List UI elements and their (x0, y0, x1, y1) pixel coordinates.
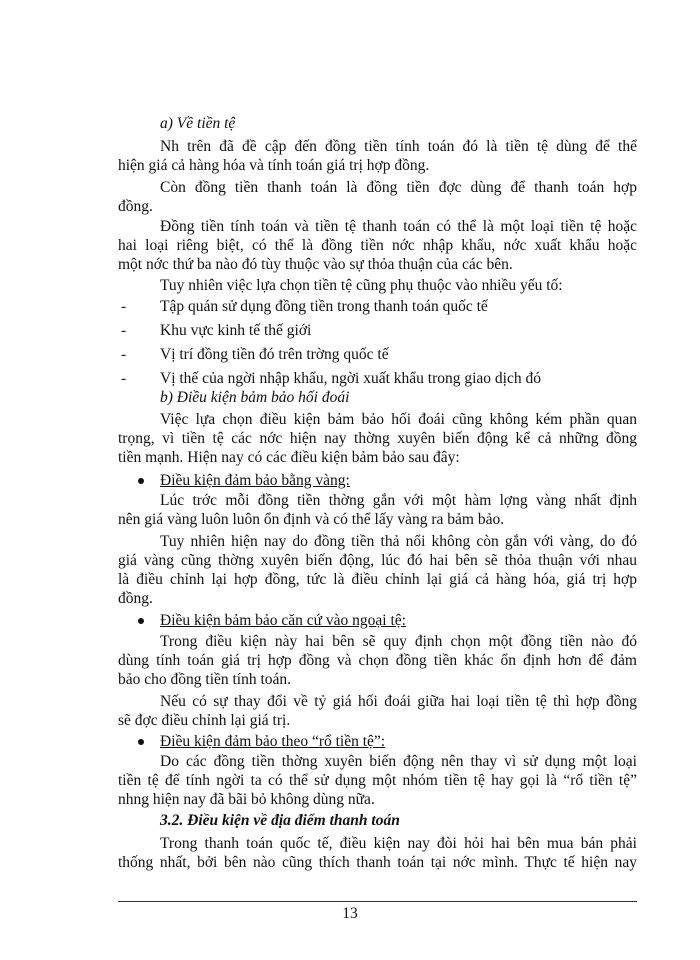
p8-line-1: Trong điều kiện này hai bên sẽ quy định chọn một đồng tiền nào đó (160, 633, 637, 650)
p5-line-1: Việc lựa chọn điều kiện bảm bảo hối đoái cũng không kém phần quan (160, 411, 637, 428)
p10-line-3: nhng hiện nay đã bãi bỏ không dùng nữa. (118, 791, 375, 808)
dash-item-2: Khu vực kinh tế thế giới (160, 322, 312, 339)
dash-marker-4: - (121, 370, 127, 387)
heading-a: a) Về tiền tệ (160, 115, 236, 132)
bullet-dot-1 (138, 478, 144, 484)
dash-item-1: Tập quán sử dụng đồng tiền trong thanh toán quốc tế (160, 298, 488, 315)
heading-3-2: 3.2. Điều kiện về địa điểm thanh toán (160, 812, 400, 829)
dash-marker-3: - (121, 346, 127, 363)
heading-b: b) Điều kiện bảm bảo hối đoái (160, 389, 350, 406)
p9-line-1: Nếu có sự thay đổi về tỷ giá hối đoái giữa hai loại tiền tệ thì hợp đồng (160, 693, 637, 710)
dash-marker-1: - (121, 298, 127, 315)
p5-line-3: tiền mạnh. Hiện nay có các điều kiện bảm bảo sau đây: (118, 449, 460, 466)
p10-line-1: Do các đồng tiền thờng xuyên biến động nên thay vì sử dụng một loại (160, 753, 637, 770)
p7-line-3: là điều chỉnh lại hợp đồng, tức là điều chỉnh lại giá cả hàng hóa, giá trị hợp (118, 571, 637, 588)
bullet-heading-gold: Điều kiện đảm bảo bằng vàng: (160, 472, 350, 489)
p7-line-4: đồng. (118, 590, 153, 607)
p7-line-1: Tuy nhiên hiện nay do đồng tiền thả nổi không còn gắn với vàng, do đó (160, 533, 637, 550)
p11-line-1: Trong thanh toán quốc tế, điều kiện nay đòi hỏi hai bên mua bán phải (160, 835, 637, 852)
footer-divider (118, 901, 637, 902)
bullet-heading-currency-basket: Điều kiện đảm bảo theo “rổ tiền tệ”: (160, 733, 386, 750)
p5-line-2: trọng, vì tiền tệ các nớc hiện nay thờng xuyên biến động kể cả những đồng (118, 430, 637, 447)
p7-line-2: giá vàng cũng thờng xuyên biến động, lúc đó hai bên sẽ thỏa thuận với nhau (118, 552, 637, 569)
p6-line-1: Lúc trớc mỗi đồng tiền thờng gắn với một hàm lợng vàng nhất định (160, 492, 637, 509)
dash-item-4: Vị thế của ngời nhập khẩu, ngời xuất khẩu trong giao dịch đó (160, 370, 541, 387)
bullet-dot-2 (138, 618, 144, 624)
p2-line-1: Còn đồng tiền thanh toán là đồng tiền đợc dùng để thanh toán hợp (160, 179, 637, 196)
bullet-heading-foreign-currency: Điều kiện bảm bảo căn cứ vào ngoại tệ: (160, 612, 406, 629)
p10-line-2: tiền tệ để tính ngời ta có thể sử dụng một nhóm tiền tệ hay gọi là “rổ tiền tệ” (118, 772, 637, 789)
p3-line-3: một nớc thứ ba nào đó tùy thuộc vào sự thỏa thuận của các bên. (118, 256, 513, 273)
page-number: 13 (342, 905, 358, 922)
p11-line-2: thống nhất, bởi bên nào cũng thích thanh toán tại nớc mình. Thực tế hiện nay (118, 854, 637, 871)
p1-line-2: hiện giá cả hàng hóa và tính toán giá trị hợp đồng. (118, 157, 430, 174)
bullet-dot-3 (138, 739, 144, 745)
p9-line-2: sẽ đợc điều chỉnh lại giá trị. (118, 712, 291, 729)
p3-line-2: hai loại riêng biệt, có thể là đồng tiền nớc nhập khẩu, nớc xuất khẩu hoặc (118, 237, 637, 254)
p1-line-1: Nh trên đã đề cập đến đồng tiền tính toán đó là tiền tệ dùng để thể (160, 138, 637, 155)
p2-line-2: đồng. (118, 198, 153, 215)
dash-item-3: Vị trí đồng tiền đó trên trờng quốc tế (160, 346, 389, 363)
p8-line-3: bảo cho đồng tiền tính toán. (118, 671, 292, 688)
dash-marker-2: - (121, 322, 127, 339)
p3-line-1: Đồng tiền tính toán và tiền tệ thanh toán có thể là một loại tiền tệ hoặc (160, 218, 637, 235)
p4: Tuy nhiên việc lựa chọn tiền tệ cũng phụ thuộc vào nhiều yếu tố: (160, 277, 563, 294)
p8-line-2: dùng tính toán giá trị hợp đồng và chọn đồng tiền khác ổn định hơn để đảm (118, 652, 637, 669)
p6-line-2: nên giá vàng luôn luôn ổn định và có thể lấy vàng ra bảm bảo. (118, 511, 505, 528)
